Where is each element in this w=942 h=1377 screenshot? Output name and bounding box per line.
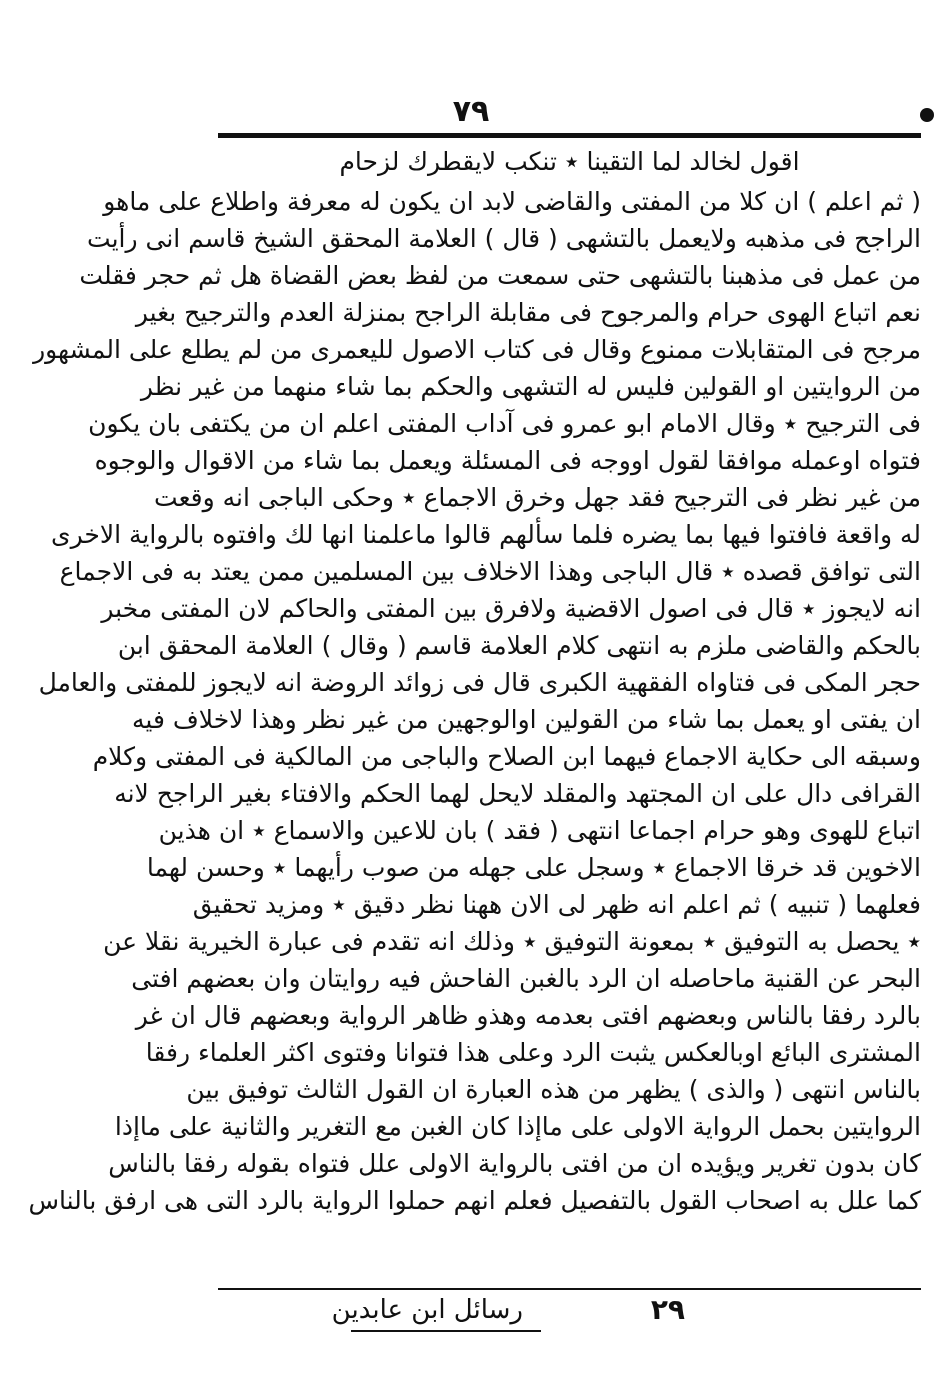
body-line: البحر عن القنية ماحاصله ان الرد بالغبن الفاحش فيه روايتان وان بعضهم افتى (131, 964, 921, 993)
page-number: ٧٩ (452, 94, 490, 129)
footer-title-underline (351, 1330, 541, 1332)
body-line: القرافى دال على ان المجتهد والمقلد لايحل لهما الحكم والافتاء بغير الراجح لانه (114, 779, 921, 808)
body-line: ( ثم اعلم ) ان كلا من المفتى والقاضى لابد ان يكون له معرفة واطلاع على ماهو (103, 187, 921, 216)
body-line: الراجح فى مذهبه ولايعمل بالتشهى ( قال ) العلامة المحقق الشيخ قاسم انى رأيت (87, 224, 921, 253)
body-line: فعلهما ( تنبيه ) ثم اعلم انه ظهر لى الان ههنا نظر دقيق ٭ ومزيد تحقيق (192, 890, 921, 919)
body-line: ان يفتى او يعمل بما شاء من القولين اوالوجهين من غير نظر وهذا لاخلاف فيه (132, 705, 921, 734)
opening-verse: اقول لخالد لما التقينا ٭ تنكب لايقطرك لزحام (339, 147, 800, 176)
body-line: ٭ يحصل به التوفيق ٭ بمعونة التوفيق ٭ وذلك انه تقدم فى عبارة الخيرية نقلا عن (103, 927, 921, 956)
body-text (28, 183, 921, 1219)
page-footer (218, 1292, 921, 1332)
body-line: الاخوين قد خرقا الاجماع ٭ وسجل على جهله من صوب رأيهما ٭ وحسن لهما (146, 853, 921, 882)
body-line: كما علل به اصحاب القول بالتفصيل فعلم انهم حملوا الرواية بالرد التى هى ارفق بالناس (28, 1186, 921, 1215)
body-line: فتواه اوعمله موافقا لقول اووجه فى المسئلة ويعمل بما شاء من الاقوال والوجوه (94, 446, 921, 475)
margin-ink-mark (920, 108, 934, 122)
body-line: بالناس انتهى ( والذى ) يظهر من هذه العبارة ان القول الثالث توفيق بين (186, 1075, 921, 1104)
body-line: انه لايجوز ٭ قال فى اصول الاقضية ولافرق بين المفتى والحاكم لان المفتى مخبر (101, 594, 921, 623)
body-line: الروايتين بحمل الرواية الاولى على ماإذا كان الغبن مع التغرير والثانية على ماإذا (114, 1112, 921, 1141)
footer-page-number: ٢٩ (650, 1293, 685, 1326)
footer-rule (218, 1288, 921, 1290)
body-line: له واقعة فافتوا فيها بما يضره فلما سألهم قالوا ماعلمنا انها لك وافتوه بالرواية الاخرى (51, 520, 921, 549)
body-line: بالرد رفقا بالناس وبعضهم افتى بعدمه وهذو ظاهر الرواية وبعضهم قال ان غر (135, 1001, 921, 1030)
body-line: وسبقه الى حكاية الاجماع فيهما ابن الصلاح والباجى من المالكية فى المفتى وكلام (92, 742, 921, 771)
body-line: اتباع للهوى وهو حرام اجماعا انتهى ( فقد ) بان للاعين والاسماع ٭ ان هذين (158, 816, 921, 845)
body-line: فى الترجيح ٭ وقال الامام ابو عمرو فى آداب المفتى اعلم ان من يكتفى بان يكون (88, 409, 921, 438)
body-line: كان بدون تغرير ويؤيده ان من افتى بالرواية الاولى علل فتواه بقوله رفقا بالناس (108, 1149, 921, 1178)
body-line: المشترى البائع اوبالعكس يثبت الرد وعلى هذا فتوانا وفتوى اكثر العلماء رفقا (145, 1038, 921, 1067)
body-line: التى توافق قصده ٭ قال الباجى وهذا الاخلاف بين المسلمين ممن يعتد به فى الاجماع (59, 557, 921, 586)
header-rule (218, 133, 921, 138)
body-line: من غير نظر فى الترجيح فقد جهل وخرق الاجماع ٭ وحكى الباجى انه وقعت (154, 483, 921, 512)
body-line: مرجح فى المتقابلات ممنوع وقال فى كتاب الاصول لليعمرى من لم يطلع على المشهور (33, 335, 921, 364)
body-line: من عمل فى مذهبنا بالتشهى حتى سمعت من لفظ بعض القضاة هل ثم حجر فقلت (79, 261, 921, 290)
body-line: من الروايتين او القولين فليس له التشهى والحكم بما شاء منهما من غير نظر (140, 372, 921, 401)
footer-book-title: رسائل ابن عابدين (331, 1295, 523, 1325)
body-line: نعم اتباع الهوى حرام والمرجوح فى مقابلة الراجح بمنزلة العدم والترجيح بغير (135, 298, 921, 327)
body-line: حجر المكى فى فتاواه الفقهية الكبرى قال فى زوائد الروضة انه لايجوز للمفتى والعامل (38, 668, 921, 697)
body-line: بالحكم والقاضى ملزم به انتهى كلام العلامة قاسم ( وقال ) العلامة المحقق ابن (117, 631, 921, 660)
